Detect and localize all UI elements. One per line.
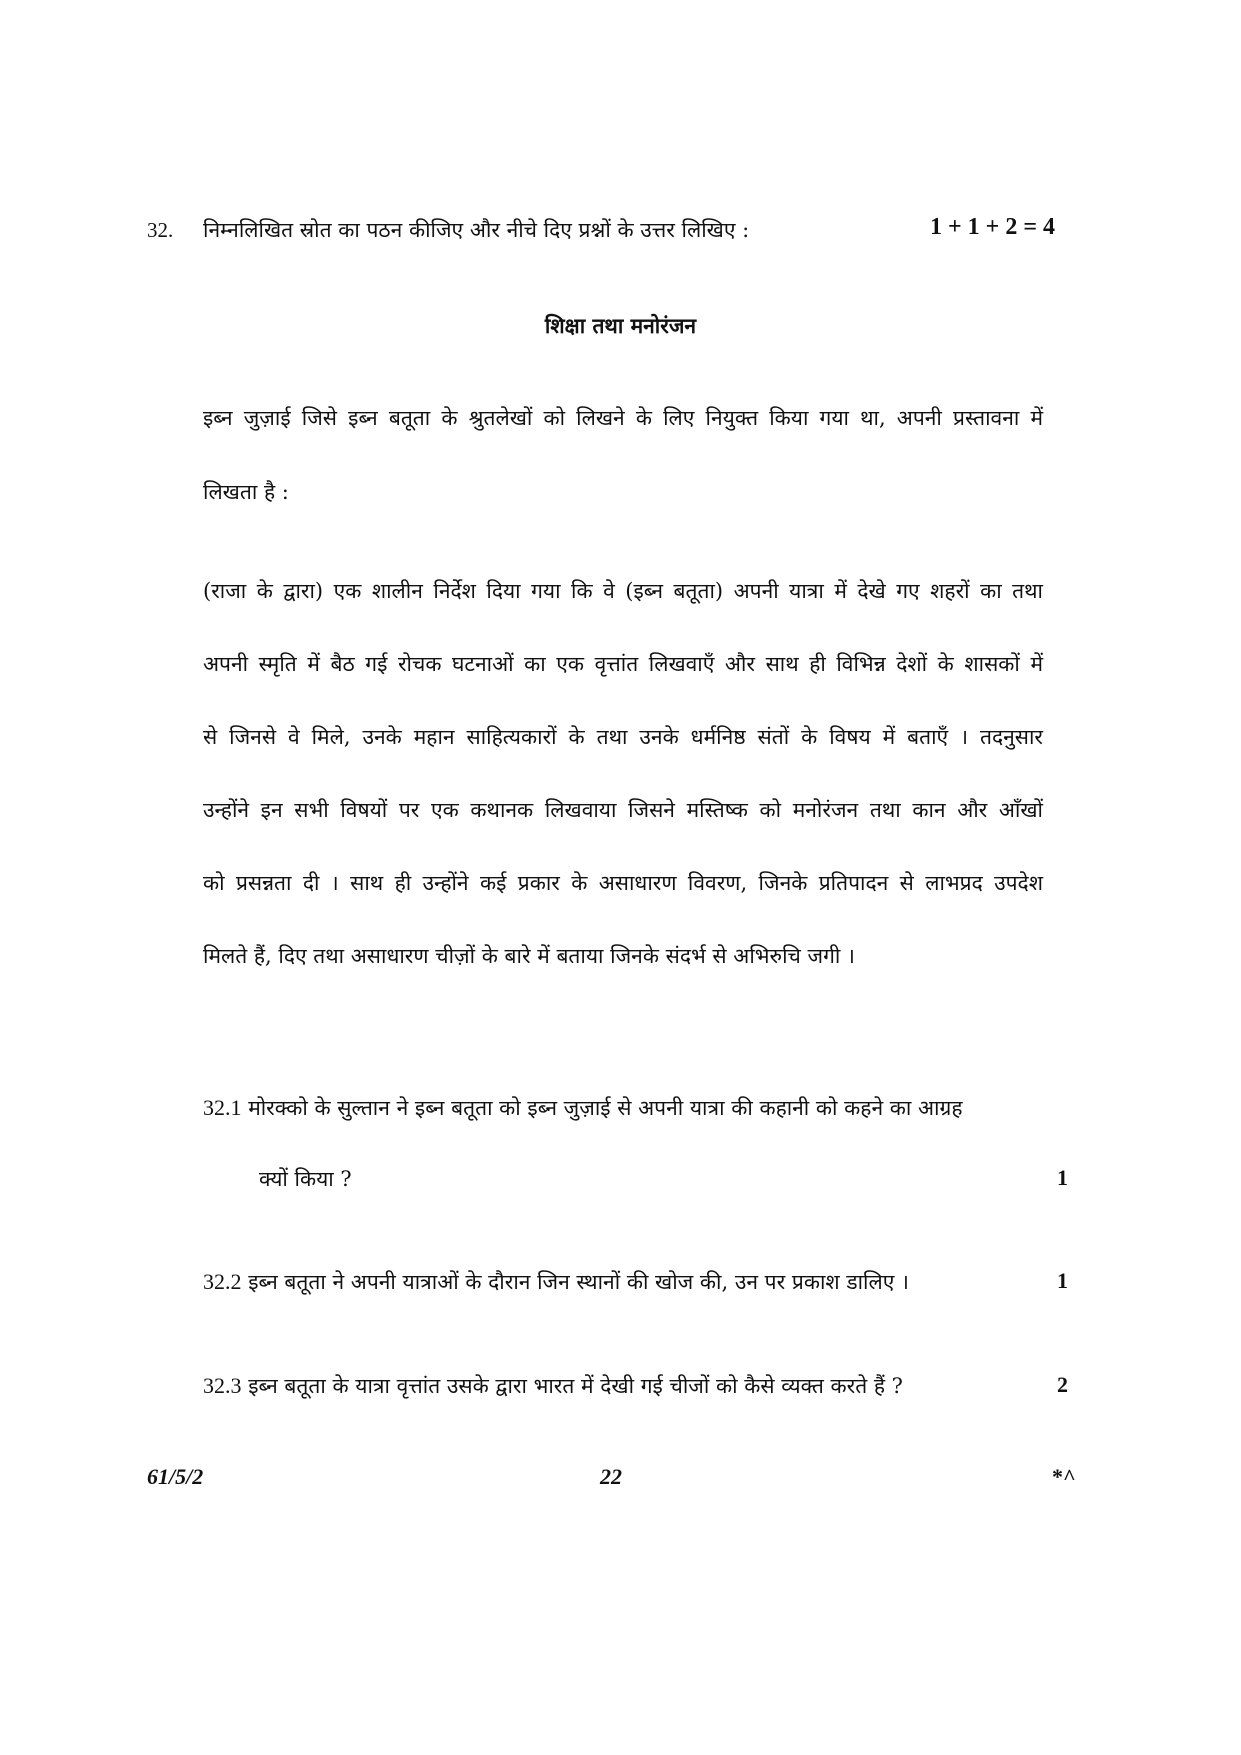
subquestion-text: इब्न बतूता के यात्रा वृत्तांत उसके द्वारा भारत में देखी गई चीजों को कैसे व्यक्त करते हैं ?	[248, 1374, 903, 1398]
subquestion-number: 32.1	[203, 1095, 242, 1120]
subquestion-32-3	[203, 1372, 903, 1400]
question-instruction: निम्नलिखित स्रोत का पठन कीजिए और नीचे दिए प्रश्नों के उत्तर लिखिए :	[203, 218, 750, 242]
question-marks: 1 + 1 + 2 = 4	[930, 214, 1056, 240]
subquestion-text: मोरक्को के सुल्तान ने इब्न बतूता को इब्न जुज़ाई से अपनी यात्रा की कहानी को कहने का आग्रह	[248, 1096, 963, 1120]
footer-mark: *^	[1052, 1464, 1076, 1489]
passage-line: अपनी स्मृति में बैठ गई रोचक घटनाओं का एक वृत्तांत लिखवाएँ और साथ ही विभिन्न देशों के शासकों में	[203, 652, 1043, 676]
question-number: 32.	[147, 218, 174, 242]
passage-line: उन्होंने इन सभी विषयों पर एक कथानक लिखवाया जिसने मस्तिष्क को मनोरंजन तथा कान और आँखों	[203, 798, 1043, 822]
subquestion-32-2	[203, 1268, 909, 1296]
passage-line: से जिनसे वे मिले, उनके महान साहित्यकारों के तथा उनके धर्मनिष्ठ संतों के विषय में बताएँ । तदनुसार	[203, 725, 1043, 749]
subquestion-number: 32.2	[203, 1269, 242, 1294]
passage-line: मिलते हैं, दिए तथा असाधारण चीज़ों के बारे में बताया जिनके संदर्भ से अभिरुचि जगी ।	[203, 944, 856, 968]
source-heading: शिक्षा तथा मनोरंजन	[544, 313, 697, 338]
passage-line: को प्रसन्नता दी । साथ ही उन्होंने कई प्रकार के असाधारण विवरण, जिनके प्रतिपादन से लाभप्रद उपदेश	[203, 871, 1043, 895]
subquestion-marks: 1	[1057, 1268, 1068, 1293]
subquestion-marks: 1	[1057, 1165, 1068, 1190]
passage-line: (राजा के द्वारा) एक शालीन निर्देश दिया गया कि वे (इब्न बतूता) अपनी यात्रा में देखे गए शहरों का तथा	[203, 579, 1043, 603]
subquestion-number: 32.3	[203, 1373, 242, 1398]
intro-line: लिखता है :	[203, 480, 289, 504]
page-number: 22	[600, 1464, 622, 1489]
paper-code: 61/5/2	[147, 1464, 204, 1489]
subquestion-text: इब्न बतूता ने अपनी यात्राओं के दौरान जिन स्थानों की खोज की, उन पर प्रकाश डालिए ।	[248, 1270, 909, 1294]
subquestion-32-1	[203, 1094, 962, 1122]
subquestion-32-1-continuation: क्यों किया ?	[259, 1167, 352, 1191]
intro-line: इब्न जुज़ाई जिसे इब्न बतूता के श्रुतलेखों को लिखने के लिए नियुक्त किया गया था, अपनी प्रस्तावना में	[203, 406, 1043, 430]
subquestion-marks: 2	[1057, 1372, 1068, 1397]
